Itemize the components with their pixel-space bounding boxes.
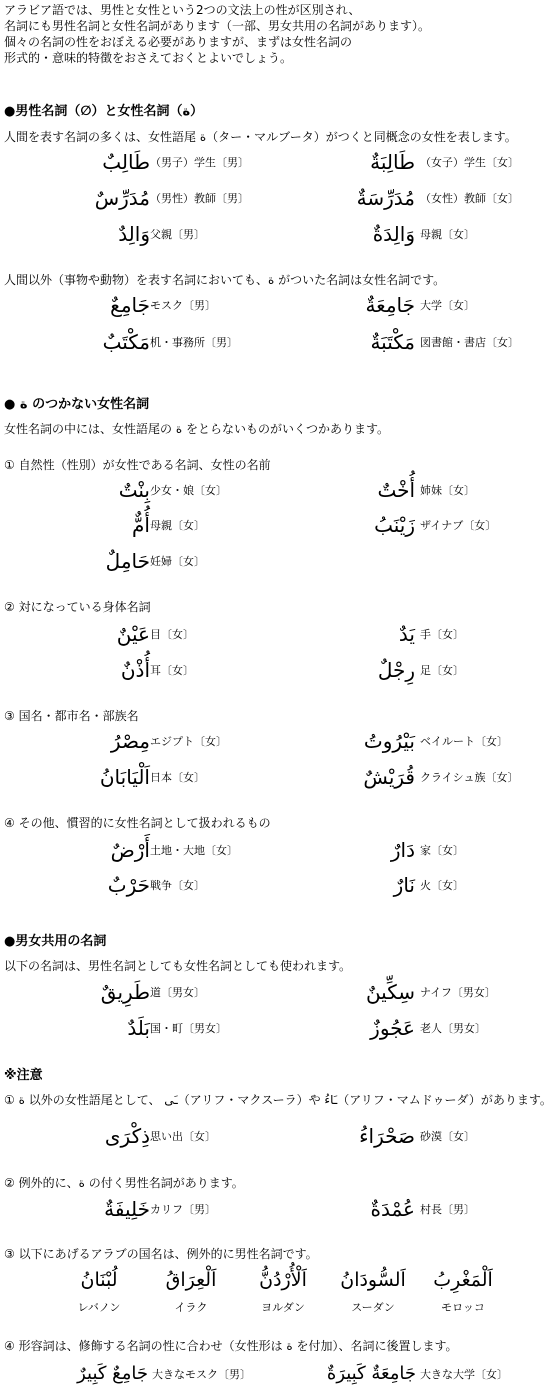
subsection-title: ② 対になっている身体名詞	[4, 600, 151, 614]
country-name: スーダン	[351, 1301, 395, 1314]
word-gloss: 老人〔男女〕	[420, 1022, 486, 1035]
arabic-word: طَالِبٌ	[102, 150, 150, 174]
intro-line: 個々の名詞の性をおぼえる必要がありますが、まずは女性名詞の	[4, 35, 353, 49]
word-gloss: 村長〔男〕	[420, 1203, 475, 1216]
subsection-title: ① 自然性（性別）が女性である名詞、女性の名前	[4, 458, 271, 472]
phrase-gloss: 大きなモスク〔男〕	[152, 1368, 251, 1381]
arabic-word: رِجْلٌ	[377, 658, 415, 682]
word-gloss: 戦争〔女〕	[150, 879, 205, 892]
word-gloss: （男子）学生〔男〕	[150, 156, 249, 169]
word-gloss: 目〔女〕	[150, 628, 194, 641]
country-name: ヨルダン	[261, 1301, 305, 1314]
country-arabic: لُبْنَانُ	[80, 1269, 118, 1291]
arabic-word: خَلِيفَةٌ	[104, 1197, 150, 1221]
country-name: レバノン	[77, 1301, 121, 1314]
arabic-word: مَكْتَبَةٌ	[370, 330, 415, 354]
word-gloss: 父親〔男〕	[150, 228, 205, 241]
word-gloss: 母親〔女〕	[420, 228, 475, 241]
word-gloss: モスク〔男〕	[150, 299, 216, 312]
section-title-masc-fem: ●男性名詞（∅）と女性名詞（ة）	[4, 104, 204, 119]
arabic-word: مِصْرُ	[110, 729, 150, 753]
word-gloss: 国・町〔男女〕	[150, 1022, 227, 1035]
arabic-word: يَدٌ	[398, 622, 415, 646]
arabic-word: جَامِعَةٌ	[365, 293, 415, 317]
country-name: イラク	[174, 1301, 208, 1314]
word-gloss: 火〔女〕	[420, 879, 464, 892]
subsection-title: ④ その他、慣習的に女性名詞として扱われるもの	[4, 816, 271, 830]
country-name: モロッコ	[441, 1301, 485, 1314]
intro-paragraph	[4, 2, 556, 66]
subsection-title: ③ 国名・都市名・部族名	[4, 709, 139, 723]
word-gloss: 机・事務所〔男〕	[150, 336, 238, 349]
word-gloss: 妊婦〔女〕	[150, 555, 205, 568]
arabic-word: مُدَرِّسَةٌ	[356, 186, 415, 210]
arabic-word: أَرْضٌ	[110, 838, 150, 862]
word-gloss: ナイフ〔男女〕	[420, 986, 496, 999]
arabic-word: سِكِّينٌ	[365, 980, 415, 1004]
note-4: ④ 形容詞は、修飾する名詞の性に合わせ（女性形は ة を付加）、名詞に後置します。	[4, 1339, 458, 1353]
word-gloss: 思い出〔女〕	[150, 1130, 216, 1143]
country-arabic: اَلسُّودَانُ	[340, 1269, 406, 1291]
arabic-word: بِنْتٌ	[118, 478, 150, 502]
section-title-common-gender: ●男女共用の名詞	[4, 934, 107, 949]
arabic-word: بَيْرُوتُ	[363, 729, 415, 753]
arabic-word: بَلَدٌ	[127, 1016, 150, 1040]
word-gloss: 姉妹〔女〕	[420, 484, 475, 497]
arabic-word: جَامِعٌ	[110, 293, 150, 317]
word-gloss: ベイルート〔女〕	[420, 735, 508, 748]
word-gloss: エジプト〔女〕	[150, 735, 227, 748]
word-gloss: （男性）教師〔男〕	[150, 192, 249, 205]
notes-title: ※注意	[4, 1068, 43, 1083]
word-gloss: 少女・娘〔女〕	[150, 484, 227, 497]
word-gloss: 母親〔女〕	[150, 519, 205, 532]
arabic-word: دَارٌ	[390, 838, 415, 862]
arabic-word: أُخْتٌ	[377, 478, 415, 502]
country-arabic: اَلْمَغْرِبُ	[433, 1269, 493, 1291]
arabic-word: وَالِدٌ	[118, 222, 150, 246]
note-2: ② 例外的に、ة の付く男性名詞があります。	[4, 1176, 244, 1190]
arabic-word: عَيْنٌ	[116, 622, 150, 646]
word-gloss: 手〔女〕	[420, 628, 464, 641]
arabic-word: زَيْنَبُ	[374, 513, 415, 537]
word-gloss: 足〔女〕	[420, 664, 464, 677]
word-gloss: 道〔男女〕	[150, 986, 205, 999]
arabic-word: وَالِدَةٌ	[372, 222, 415, 246]
section-desc: 人間を表す名詞の多くは、女性語尾 ة（ター・マルブータ）がつくと同概念の女性を表します。	[4, 130, 517, 144]
section-desc: 女性名詞の中には、女性語尾の ة をとらないものがいくつかあります。	[4, 422, 389, 436]
country-arabic: اَلْأُرْدُنُّ	[259, 1269, 307, 1291]
intro-line: アラビア語では、男性と女性という2つの文法上の性が区別され、	[4, 3, 361, 17]
arabic-word: حَامِلٌ	[105, 549, 150, 573]
arabic-phrase: جَامِعَةٌ كَبِيرَةٌ	[326, 1363, 416, 1384]
arabic-word: مُدَرِّسٌ	[94, 186, 150, 210]
arabic-word: أُمٌّ	[132, 513, 150, 537]
word-gloss: （女性）教師〔女〕	[420, 192, 519, 205]
word-gloss: 図書館・書店〔女〕	[420, 336, 519, 349]
section-desc: 以下の名詞は、男性名詞としても女性名詞としても使われます。	[4, 959, 352, 973]
arabic-word: قُرَيْشٌ	[363, 765, 415, 789]
word-gloss: クライシュ族〔女〕	[420, 771, 519, 784]
intro-line: 名詞にも男性名詞と女性名詞があります（一部、男女共用の名詞があります）。	[4, 19, 431, 33]
country-arabic: اَلْعِرَاقُ	[165, 1269, 217, 1291]
arabic-word: ذِكْرَى	[104, 1124, 150, 1148]
word-gloss: 大学〔女〕	[420, 299, 475, 312]
note-3: ③ 以下にあげるアラブの国名は、例外的に男性名詞です。	[4, 1247, 318, 1261]
arabic-word: مَكْتَبٌ	[102, 330, 150, 354]
word-gloss: 日本〔女〕	[150, 771, 205, 784]
note-1: ① ة 以外の女性語尾として、 ـَى（アリフ・マクスーラ）や ـَاءُ（アリフ・マムドゥーダ）があります。	[4, 1093, 552, 1107]
word-gloss: （女子）学生〔女〕	[420, 156, 519, 169]
arabic-word: نَارٌ	[393, 873, 415, 897]
section-title-no-ta: ● ة のつかない女性名詞	[4, 397, 150, 412]
arabic-word: حَرْبٌ	[107, 873, 150, 897]
arabic-word: أُذْنٌ	[120, 658, 150, 682]
arabic-word: اَلْيَابَانُ	[99, 765, 150, 789]
phrase-gloss: 大きな大学〔女〕	[420, 1368, 508, 1381]
word-gloss: 家〔女〕	[420, 844, 464, 857]
word-gloss: カリフ〔男〕	[150, 1203, 216, 1216]
arabic-word: طَرِيقٌ	[100, 980, 150, 1004]
arabic-word: صَحْرَاءُ	[359, 1124, 415, 1148]
arabic-word: عُمْدَةٌ	[370, 1197, 415, 1221]
arabic-phrase: جَامِعٌ كَبِيرٌ	[77, 1363, 148, 1384]
word-gloss: 耳〔女〕	[150, 664, 194, 677]
word-gloss: 砂漠〔女〕	[420, 1130, 475, 1143]
word-gloss: 土地・大地〔女〕	[150, 844, 238, 857]
arabic-word: عَجُوزٌ	[370, 1016, 415, 1040]
intro-line: 形式的・意味的特徴をおさえておくとよいでしょう。	[4, 51, 293, 65]
arabic-word: طَالِبَةٌ	[370, 150, 415, 174]
section-desc: 人間以外（事物や動物）を表す名詞においても、ة がついた名詞は女性名詞です。	[4, 273, 446, 287]
word-gloss: ザイナブ〔女〕	[420, 519, 497, 532]
